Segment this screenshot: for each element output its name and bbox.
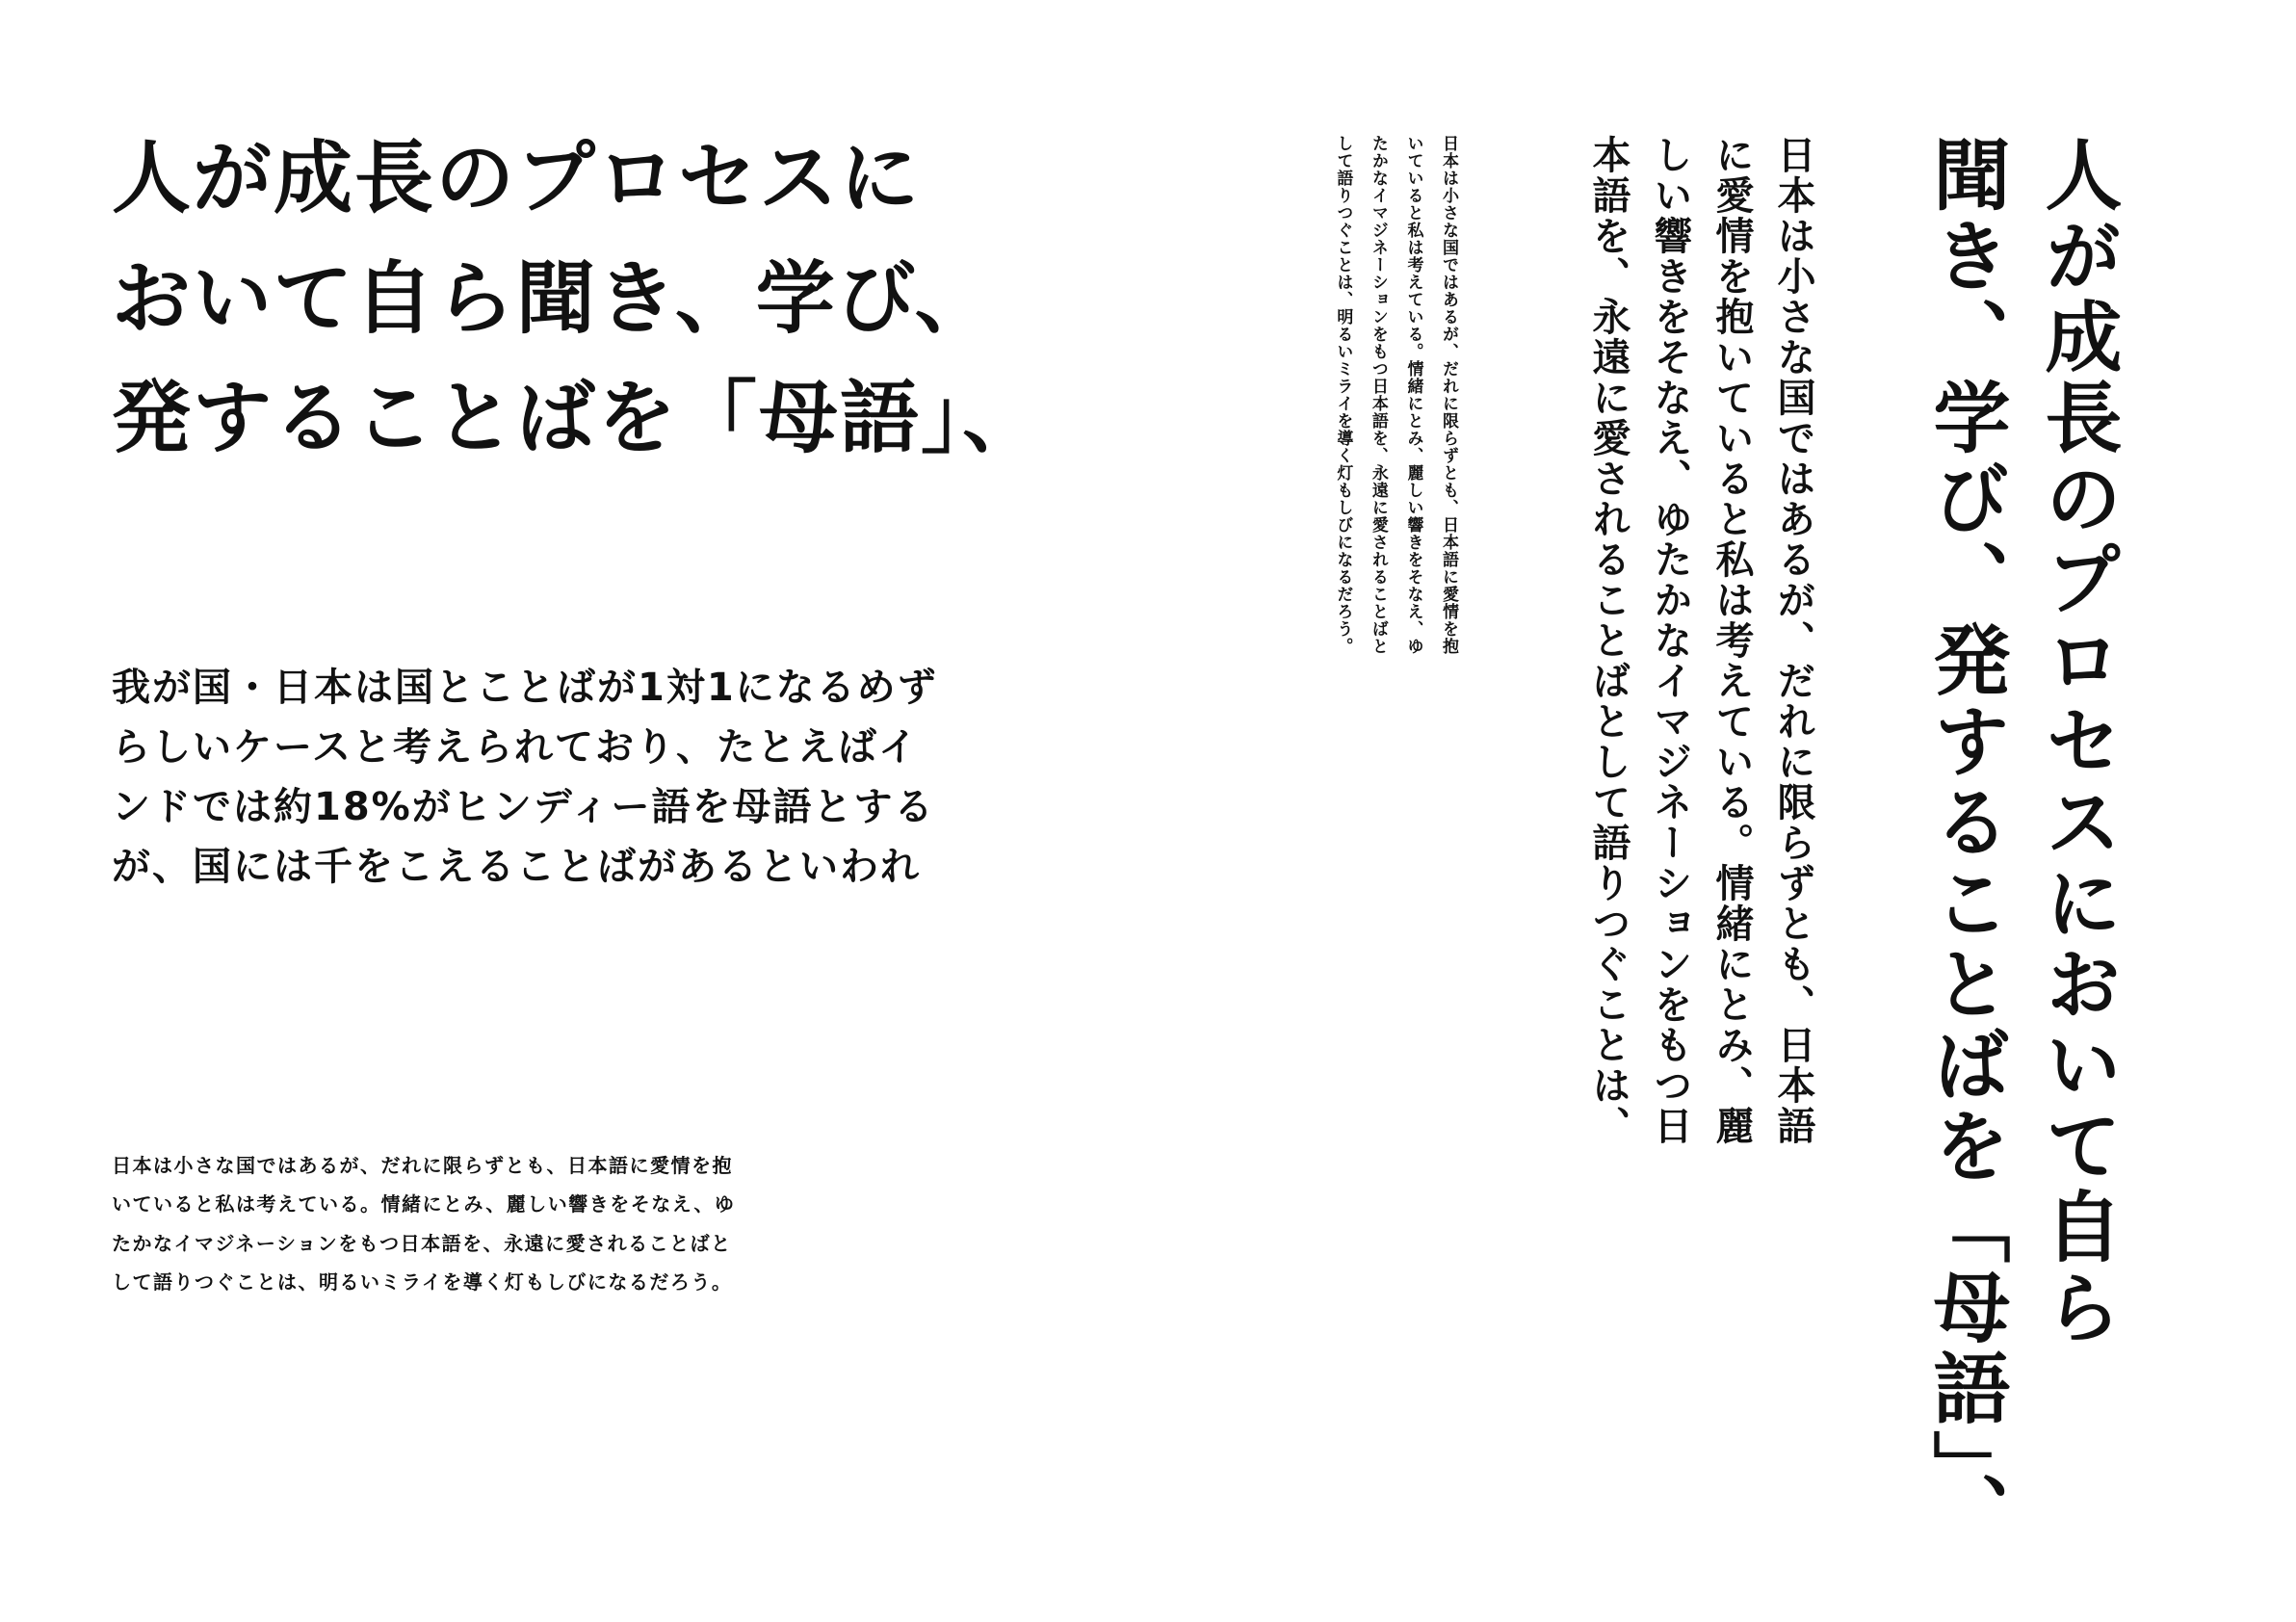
horizontal-heading xyxy=(112,119,1075,480)
vertical-small-line: 日本は小さな国ではあるが、だれに限らずとも、日本語に愛情を抱 xyxy=(1439,135,1458,655)
vertical-body-line: しい響きをそなえ、ゆたかなイマジネーションをもつ日 xyxy=(1648,135,1692,1146)
vertical-body-line: 本語を、永遠に愛されることばとして語りつぐことは、 xyxy=(1586,135,1631,1146)
vertical-body-text xyxy=(1578,135,1824,1252)
horizontal-body-line: 我が国・日本は国とことばが1対1になるめず xyxy=(112,666,938,710)
horizontal-small-text xyxy=(112,1146,786,1302)
vertical-heading-line: 聞き、学び、発することばを「母語」、 xyxy=(1920,135,2010,1553)
horizontal-body-line: が、国には千をこえることばがあるといわれ xyxy=(112,845,921,889)
horizontal-heading-line: おいて自ら聞き、学び、 xyxy=(112,252,996,345)
vertical-body-line: に愛情を抱いていると私は考えている。情緒にとみ、麗 xyxy=(1709,135,1754,1146)
vertical-small-text xyxy=(1325,135,1466,809)
horizontal-heading-line: 発することばを「母語」、 xyxy=(112,373,1044,465)
vertical-small-line: たかなイマジネーションをもつ日本語を、永遠に愛されることばと xyxy=(1368,135,1388,655)
horizontal-body-line: ンドでは約18%がヒンディー語を母語とする xyxy=(112,785,935,829)
horizontal-heading-line: 人が成長のプロセスに xyxy=(112,133,922,224)
vertical-body-line: 日本は小さな国ではあるが、だれに限らずとも、日本語 xyxy=(1771,135,1815,1146)
horizontal-small-line: いていると私は考えている。情緒にとみ、麗しい響きをそなえ、ゆ xyxy=(112,1192,736,1216)
vertical-small-line: いていると私は考えている。情緒にとみ、麗しい響きをそなえ、ゆ xyxy=(1403,135,1423,655)
vertical-small-line: して語りつぐことは、明るいミライを導く灯もしびになるだろう。 xyxy=(1333,135,1353,655)
vertical-heading-line: 人が成長のプロセスにおいて自ら xyxy=(2032,135,2122,1348)
horizontal-body-text xyxy=(112,658,1017,897)
horizontal-small-line: たかなイマジネーションをもつ日本語を、永遠に愛されることばと xyxy=(112,1231,732,1255)
horizontal-small-line: して語りつぐことは、明るいミライを導く灯もしびになるだろう。 xyxy=(112,1270,733,1295)
vertical-heading xyxy=(1909,135,2132,1553)
horizontal-body-line: らしいケースと考えられており、たとえばイ xyxy=(112,725,919,770)
horizontal-small-line: 日本は小さな国ではあるが、だれに限らずとも、日本語に愛情を抱 xyxy=(112,1154,733,1177)
